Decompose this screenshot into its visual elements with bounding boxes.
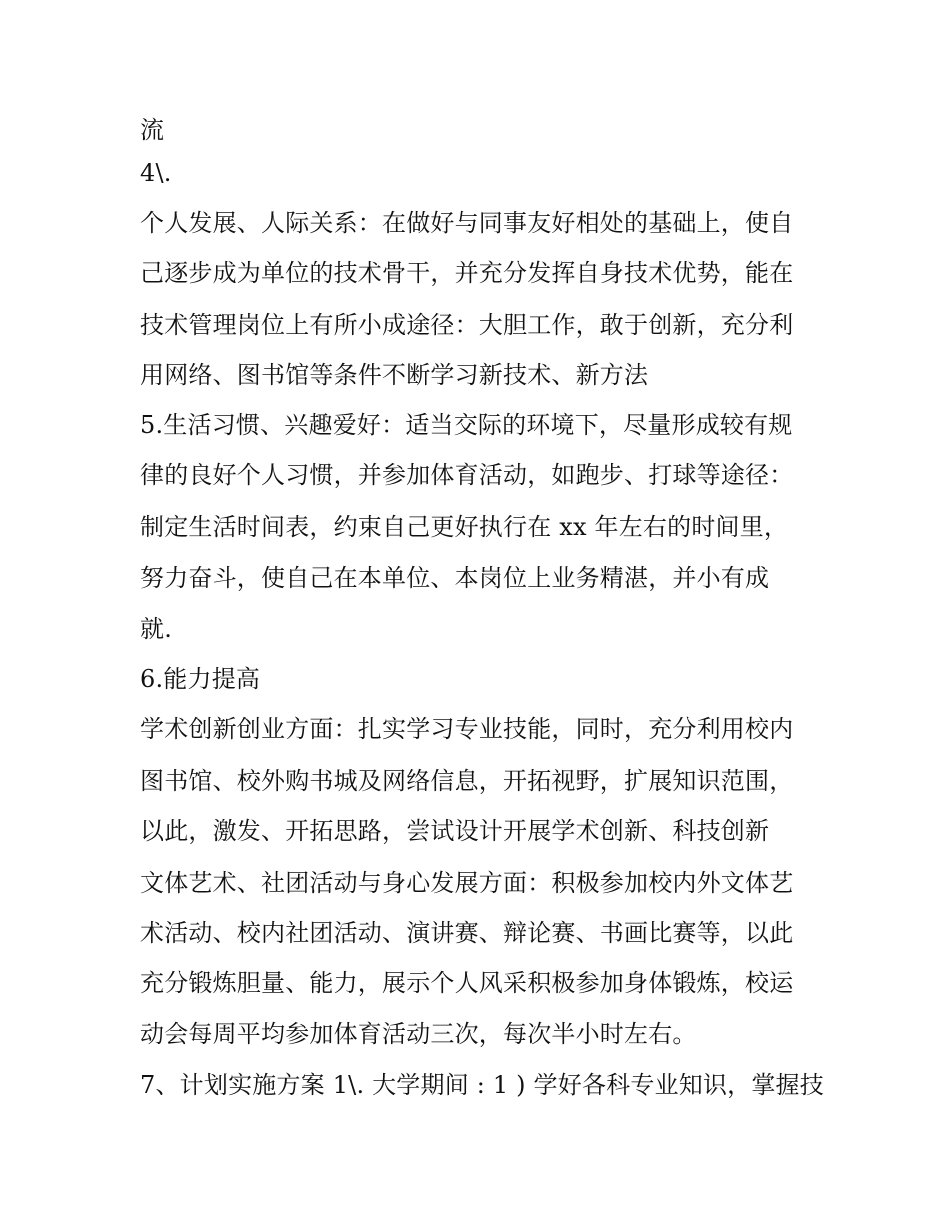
text-line: 图书馆、校外购书城及网络信息，开拓视野，扩展知识范围，	[140, 767, 794, 795]
text-line: 技术管理岗位上有所小成途径：大胆工作，敢于创新，充分利	[140, 311, 794, 339]
text-line: 己逐步成为单位的技术骨干，并充分发挥自身技术优势，能在	[140, 259, 794, 287]
text-line: 努力奋斗，使自己在本单位、本岗位上业务精湛，并小有成	[140, 564, 770, 592]
text-line: 制定生活时间表，约束自己更好执行在 xx 年左右的时间里，	[140, 513, 789, 541]
text-line: 7、计划实施方案 1\. 大学期间 : 1 ) 学好各科专业知识，掌握技	[140, 1071, 824, 1099]
text-line: 术活动、校内社团活动、演讲赛、辩论赛、书画比赛等，以此	[140, 919, 794, 947]
text-line: 用网络、图书馆等条件不断学习新技术、新方法	[140, 361, 649, 389]
text-line: 6.能力提高	[140, 665, 261, 693]
text-line: 以此，激发、开拓思路，尝试设计开展学术创新、科技创新	[140, 817, 770, 845]
text-line: 动会每周平均参加体育活动三次，每次半小时左右。	[140, 1020, 697, 1048]
text-line: 个人发展、人际关系：在做好与同事友好相处的基础上，使自	[140, 209, 794, 237]
text-line: 流	[140, 116, 165, 144]
text-line: 充分锻炼胆量、能力，展示个人风采积极参加身体锻炼，校运	[140, 969, 794, 997]
text-line: 4\.	[140, 159, 172, 187]
text-line: 文体艺术、社团活动与身心发展方面：积极参加校内外文体艺	[140, 869, 794, 897]
text-line: 学术创新创业方面：扎实学习专业技能，同时，充分利用校内	[140, 715, 794, 743]
text-line: 律的良好个人习惯，并参加体育活动，如跑步、打球等途径：	[140, 461, 794, 489]
text-line: 5.生活习惯、兴趣爱好：适当交际的环境下，尽量形成较有规	[140, 411, 793, 439]
text-line: 就.	[140, 615, 173, 643]
